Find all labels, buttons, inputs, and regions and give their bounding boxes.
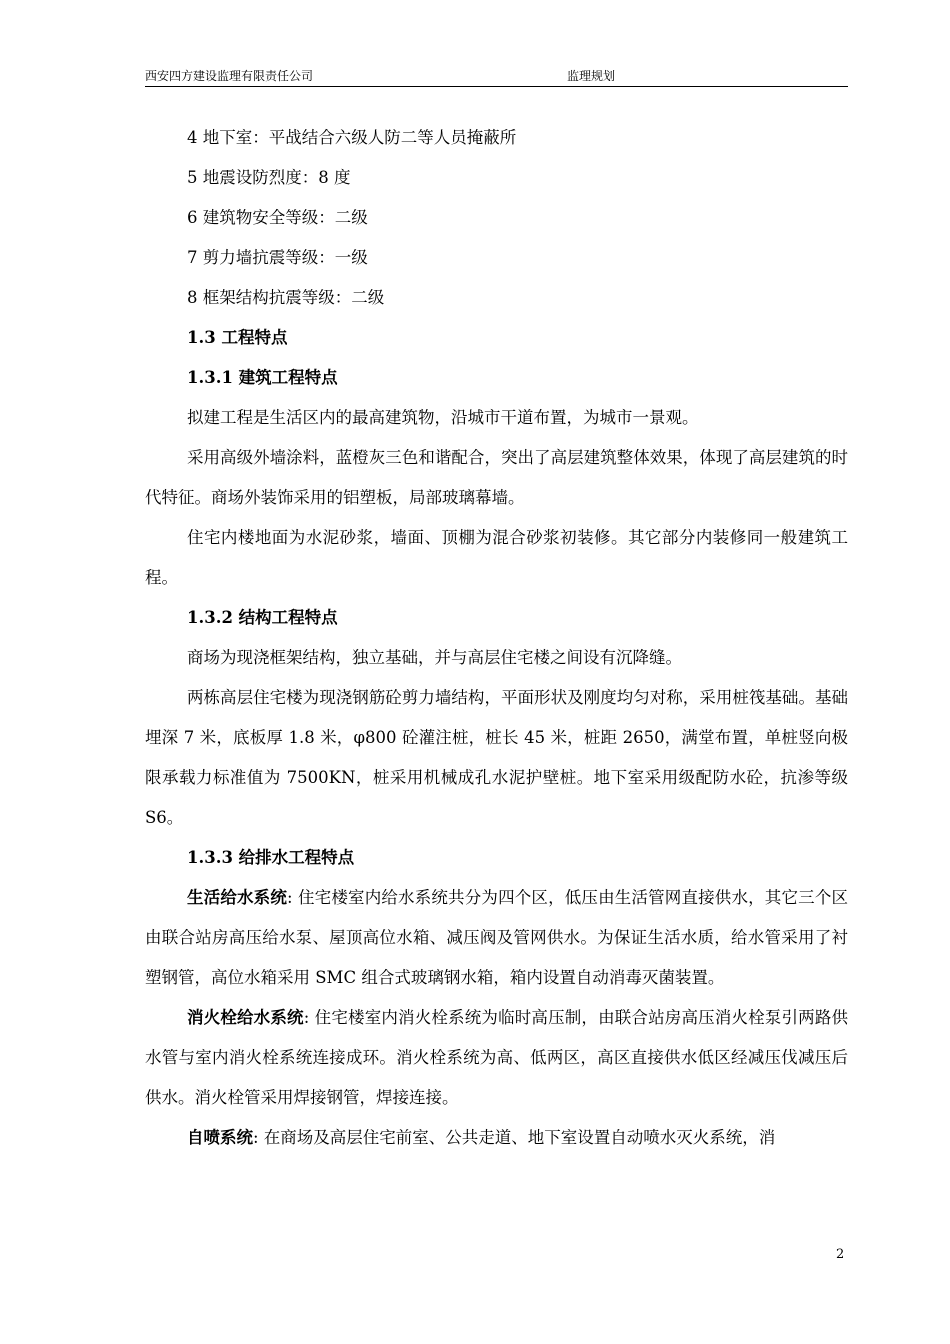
paragraph-hydrant [145,998,848,1118]
hydrant-text: : 住宅楼室内消火栓系统为临时高压制，由联合站房高压消火栓泵引两路供水管与室内消火栓系统连接成环。消火栓系统为高、低两区，高区直接供水低区经减压伐减压后供水。消火栓管采用焊接钢管，焊接连接。 [145,1008,848,1107]
paragraph-arch-3: 住宅内楼地面为水泥砂浆，墙面、顶棚为混合砂浆初装修。其它部分内装修同一般建筑工程。 [145,528,848,587]
list-item: 4 地下室：平战结合六级人防二等人员掩蔽所 [187,128,517,147]
header-doc-title: 监理规划 [567,69,616,83]
document-body [145,118,848,1158]
sprinkler-text: : 在商场及高层住宅前室、公共走道、地下室设置自动喷水灭火系统，消 [253,1128,776,1147]
page-header [145,68,848,87]
paragraph-struct-2: 两栋高层住宅楼为现浇钢筋砼剪力墙结构，平面形状及刚度均匀对称，采用桩筏基础。基础埋深 7 米，底板厚 1.8 米，φ800 砼灌注桩，桩长 45 米，桩距 2650，满堂布置，单桩竖向极限承载力标准值为 7500KN，桩采用机械成孔水泥护壁桩。地下室采用级配防水砼，抗渗等级 S6。 [145,688,848,827]
page-number: 2 [836,1247,845,1262]
section-heading-1-3: 1.3 工程特点 [187,328,288,347]
paragraph-arch-1: 拟建工程是生活区内的最高建筑物，沿城市干道布置，为城市一景观。 [187,408,699,427]
header-company: 西安四方建设监理有限责任公司 [145,69,314,83]
list-item: 6 建筑物安全等级：二级 [187,208,368,227]
section-heading-1-3-2: 1.3.2 结构工程特点 [187,608,338,627]
sprinkler-label: 自喷系统 [187,1128,253,1147]
water-supply-text: : 住宅楼室内给水系统共分为四个区，低压由生活管网直接供水，其它三个区由联合站房高压给水泵、屋顶高位水箱、减压阀及管网供水。为保证生活水质，给水管采用了衬塑钢管，高位水箱采用 SMC 组合式玻璃钢水箱，箱内设置自动消毒灭菌装置。 [145,888,848,987]
list-item: 5 地震设防烈度：8 度 [187,168,351,187]
hydrant-label: 消火栓给水系统 [187,1008,304,1027]
paragraph-arch-2: 采用高级外墙涂料，蓝橙灰三色和谐配合，突出了高层建筑整体效果，体现了高层建筑的时代特征。商场外装饰采用的铝塑板，局部玻璃幕墙。 [145,448,848,507]
paragraph-struct-1: 商场为现浇框架结构，独立基础，并与高层住宅楼之间设有沉降缝。 [187,648,682,667]
water-supply-label: 生活给水系统 [187,888,288,907]
list-item: 7 剪力墙抗震等级：一级 [187,248,368,267]
paragraph-sprinkler [145,1118,848,1158]
list-item: 8 框架结构抗震等级：二级 [187,288,385,307]
section-heading-1-3-3: 1.3.3 给排水工程特点 [187,848,355,867]
section-heading-1-3-1: 1.3.1 建筑工程特点 [187,368,338,387]
paragraph-water-supply [145,878,848,998]
